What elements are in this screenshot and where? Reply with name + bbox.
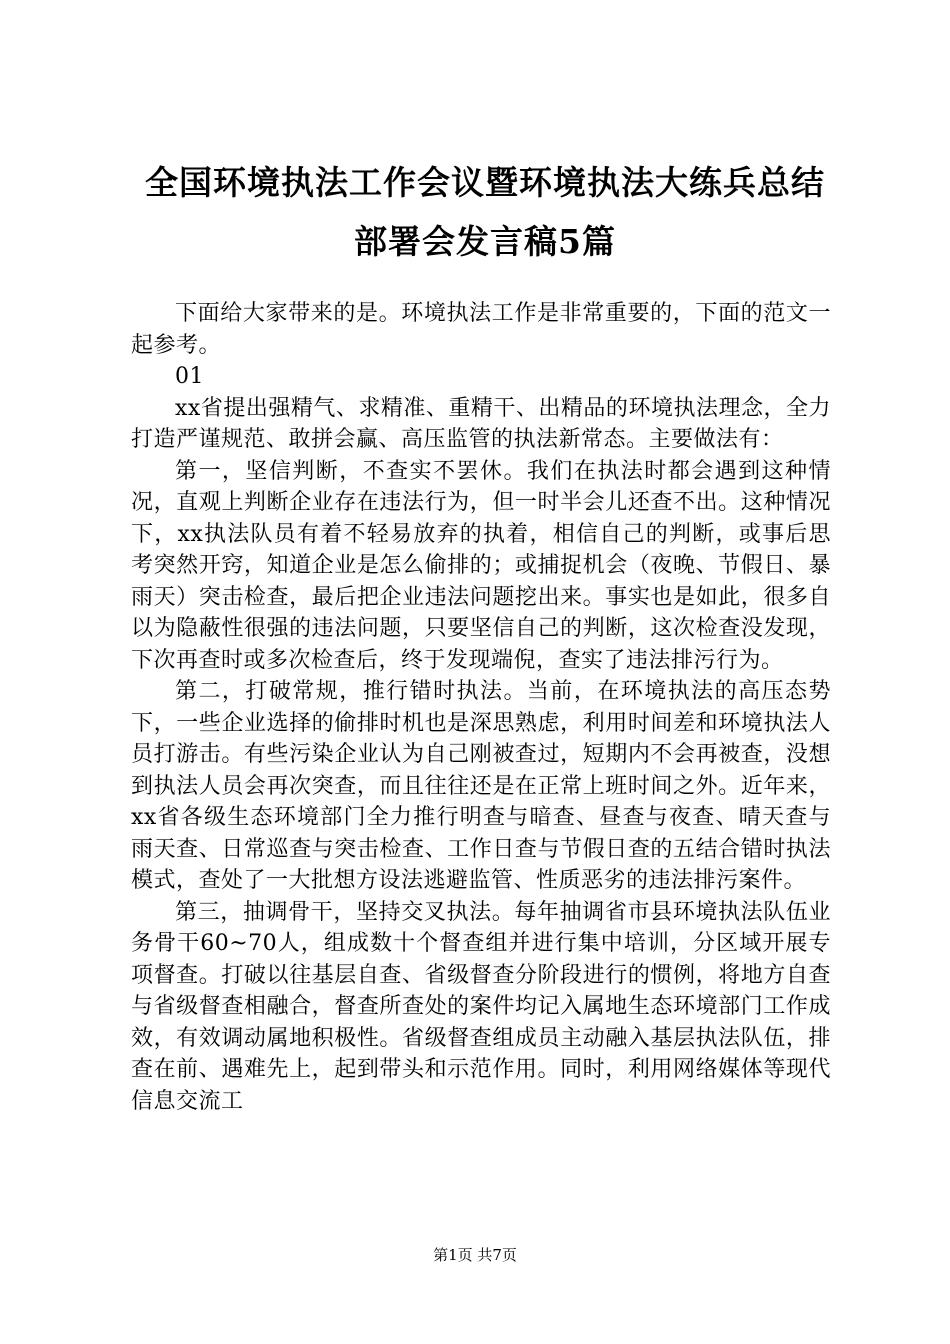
- document-body: [131, 298, 831, 1117]
- intro-paragraph: 下面给大家带来的是。环境执法工作是非常重要的，下面的范文一起参考。: [131, 301, 831, 358]
- body-paragraph: 第一，坚信判断，不查实不罢休。我们在执法时都会遇到这种情况，直观上判断企业存在违法行为，但一时半会儿还查不出。这种情况下，xx执法队员有着不轻易放弃的执着，相信自己的判断，或事后思考突然开窍，知道企业是怎么偷排的；或捕捉机会（夜晚、节假日、暴雨天）突击检查，最后把企业违法问题挖出来。事实也是如此，很多自以为隐蔽性很强的违法问题，只要坚信自己的判断，这次检查没发现，下次再查时或多次检查后，终于发现端倪，查实了违法排污行为。: [131, 458, 831, 673]
- body-paragraph: 第二，打破常规，推行错时执法。当前，在环境执法的高压态势下，一些企业选择的偷排时机也是深思熟虑，利用时间差和环境执法人员打游击。有些污染企业认为自己刚被查过，短期内不会再被查，没想到执法人员会再次突查，而且往往还是在正常上班时间之外。近年来，xx省各级生态环境部门全力推行明查与暗查、昼查与夜查、晴天查与雨天查、日常巡查与突击检查、工作日查与节假日查的五结合错时执法模式，查处了一大批想方设法逃避监管、性质恶劣的违法排污案件。: [131, 679, 831, 893]
- document-title-line-2: 部署会发言稿5篇: [354, 222, 616, 261]
- section-number: 01: [175, 364, 204, 389]
- page-footer: 第1页 共7页: [433, 1246, 517, 1264]
- document-title-line-1: 全国环境执法工作会议暨环境执法大练兵总结: [145, 163, 825, 202]
- body-paragraph: xx省提出强精气、求精准、重精干、出精品的环境执法理念，全力打造严谨规范、敢拼会赢、高压监管的执法新常态。主要做法有：: [131, 395, 831, 452]
- body-paragraph: 第三，抽调骨干，坚持交叉执法。每年抽调省市县环境执法队伍业务骨干60~70人，组成数十个督查组并进行集中培训，分区域开展专项督查。打破以往基层自查、省级督查分阶段进行的惯例，将地方自查与省级督查相融合，督查所查处的案件均记入属地生态环境部门工作成效，有效调动属地积极性。省级督查组成员主动融入基层执法队伍，排查在前、遇难先上，起到带头和示范作用。同时，利用网络媒体等现代信息交流工: [131, 899, 831, 1114]
